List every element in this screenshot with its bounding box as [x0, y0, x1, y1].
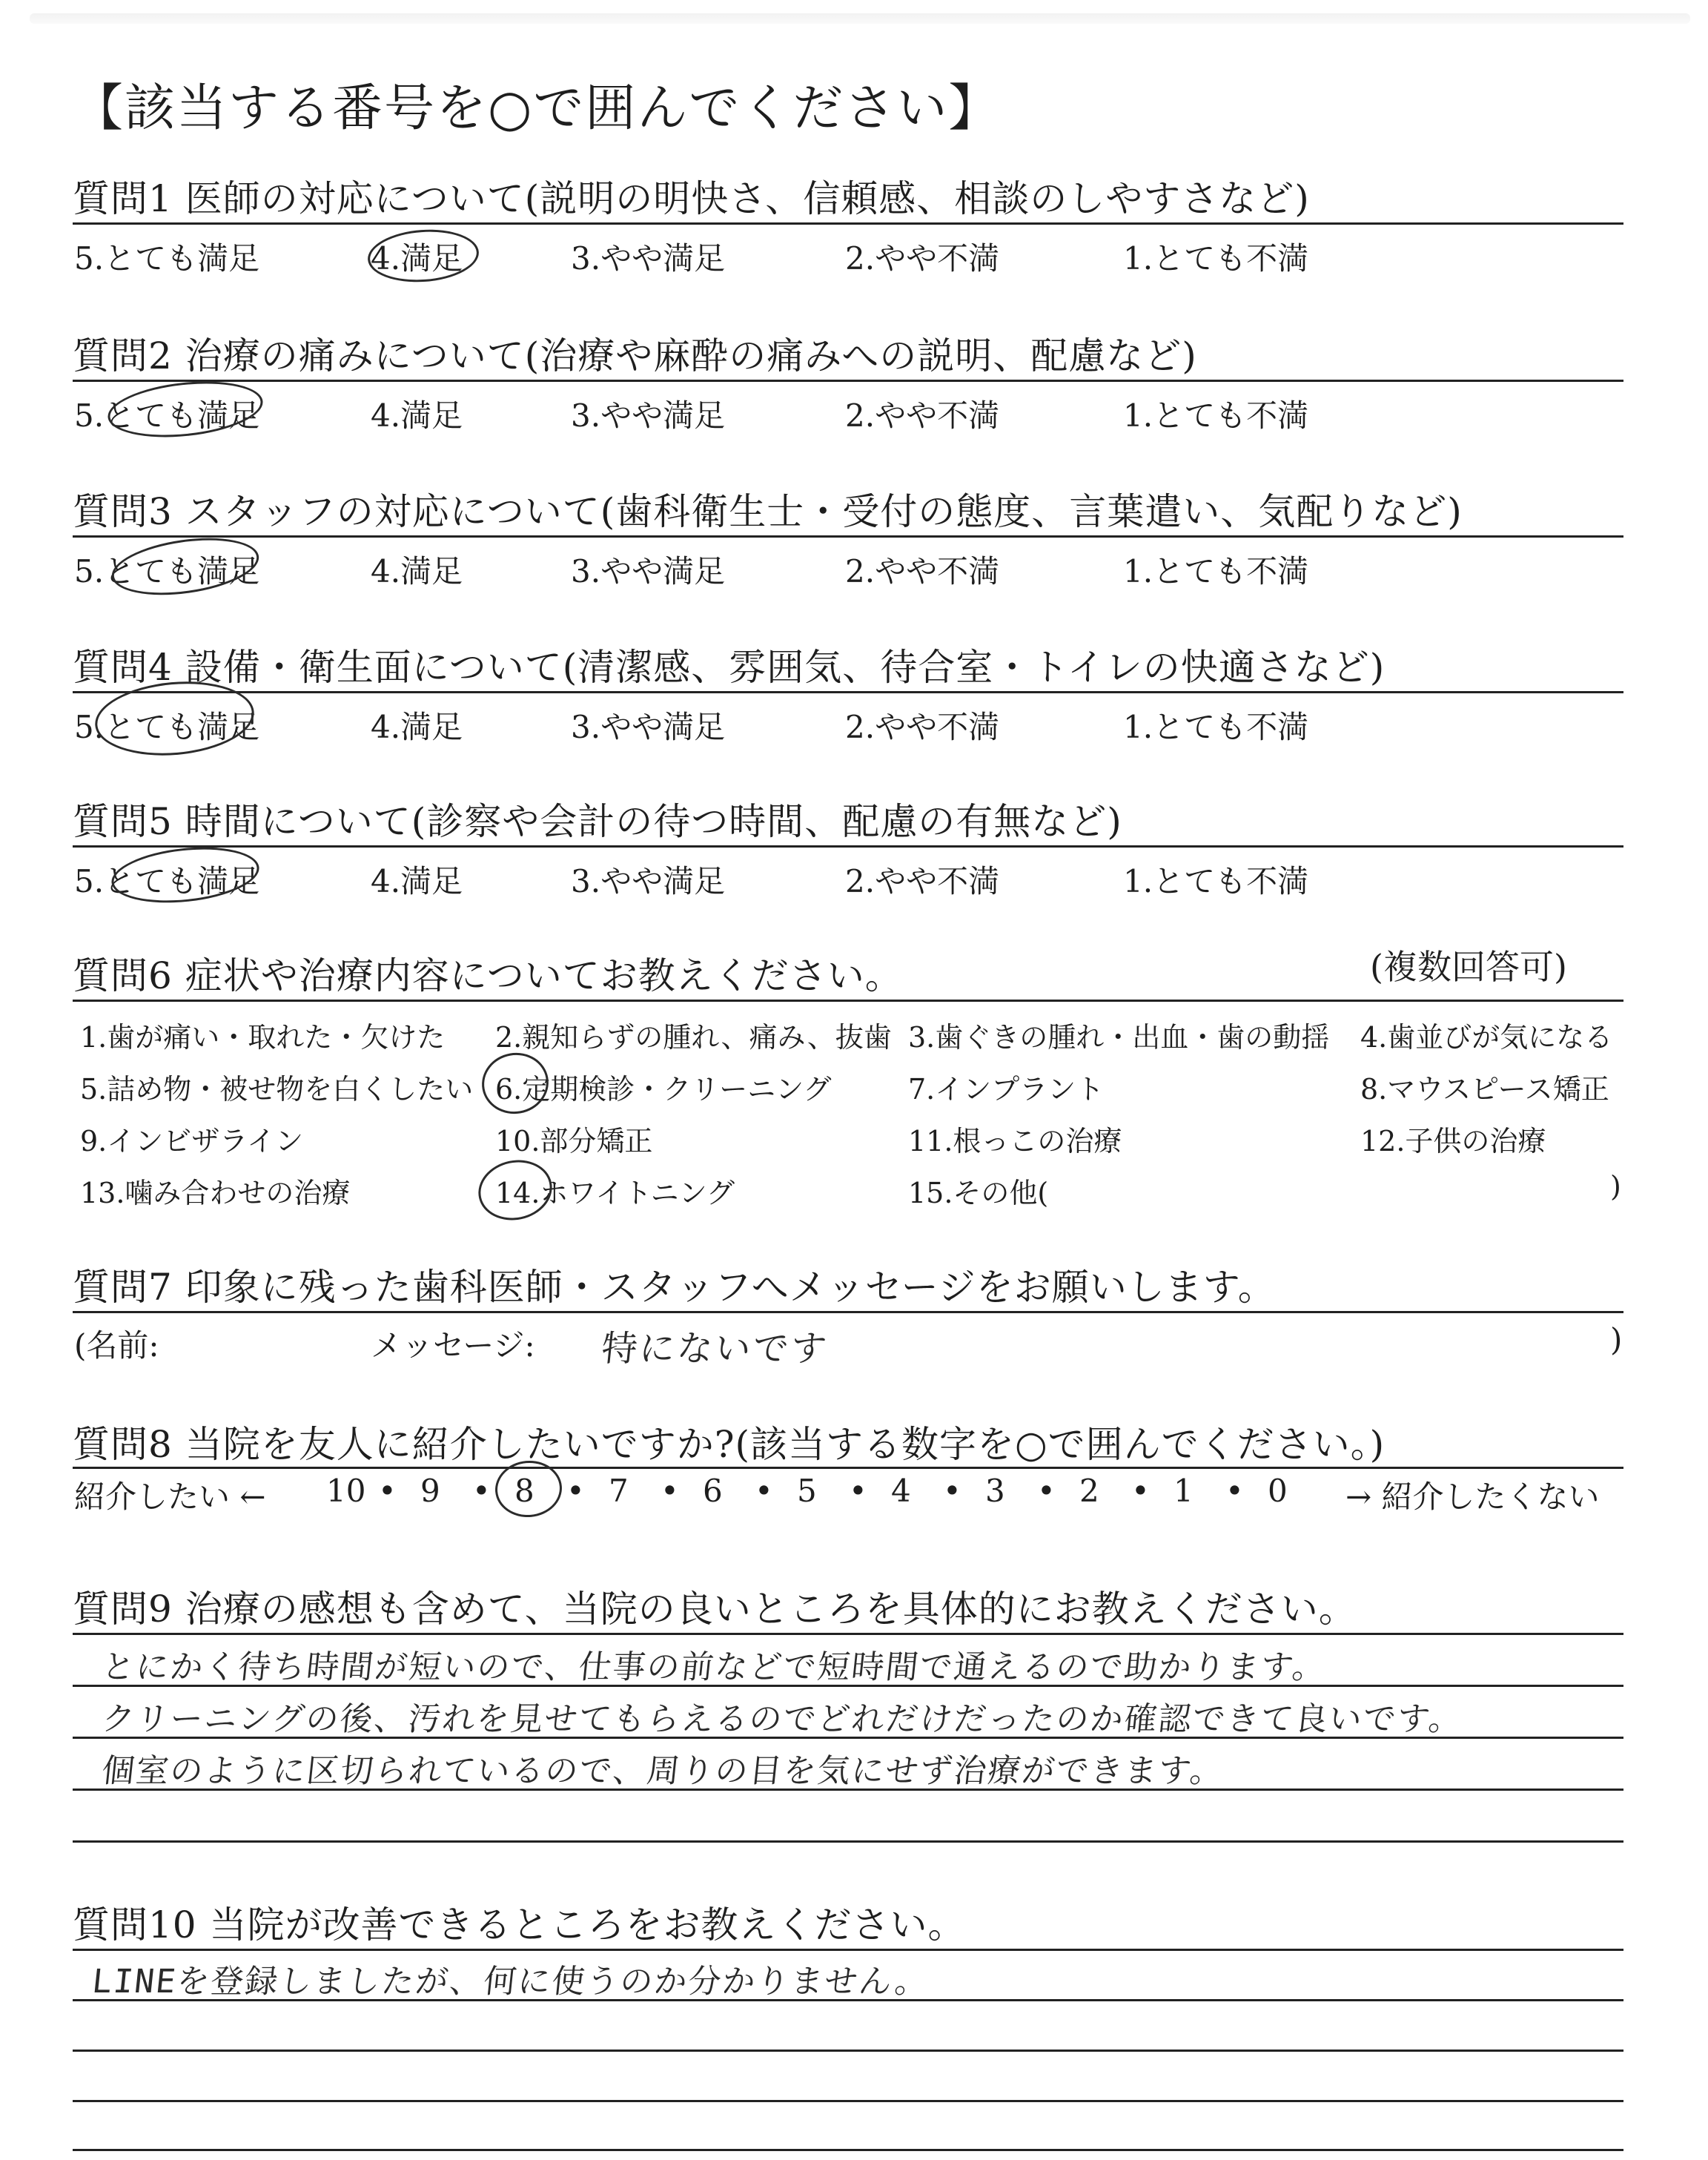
q5-rule: [73, 845, 1623, 848]
q2-option-4[interactable]: 4.満足: [371, 397, 463, 434]
q10-rule-4: [73, 2100, 1623, 2102]
q2-rule: [73, 380, 1623, 382]
q8-separator-dot: •: [661, 1473, 679, 1509]
q8-number-9[interactable]: 9: [420, 1473, 440, 1509]
q6-item-2[interactable]: 2.親知らずの腫れ、痛み、抜歯: [495, 1021, 892, 1054]
q4-option-1[interactable]: 1.とても不満: [1123, 709, 1309, 745]
q8-number-0[interactable]: 0: [1268, 1473, 1288, 1509]
q4-option-2[interactable]: 2.やや不満: [845, 709, 1000, 745]
q9-rule-1: [73, 1633, 1623, 1635]
q8-number-6[interactable]: 6: [703, 1473, 723, 1509]
q1-rule: [73, 222, 1623, 225]
q9-rule-5: [73, 1840, 1623, 1843]
q1-option-5[interactable]: 5.とても満足: [74, 240, 260, 277]
q2-option-1[interactable]: 1.とても不満: [1123, 397, 1309, 434]
q5-option-4[interactable]: 4.満足: [371, 863, 463, 899]
q8-separator-dot: •: [1131, 1473, 1150, 1509]
q1-title: 質問1 医師の対応について(説明の明快さ、信頼感、相談のしやすさなど): [73, 177, 1310, 220]
q6-selection-circle-6: [477, 1048, 554, 1119]
q3-option-3[interactable]: 3.やや満足: [571, 553, 726, 589]
q1-option-2[interactable]: 2.やや不満: [845, 240, 1000, 277]
q2-option-3[interactable]: 3.やや満足: [571, 397, 726, 434]
q5-option-3[interactable]: 3.やや満足: [571, 863, 726, 899]
q2-title: 質問2 治療の痛みについて(治療や麻酔の痛みへの説明、配慮など): [73, 334, 1197, 377]
q6-item-5[interactable]: 5.詰め物・被せ物を白くしたい: [80, 1073, 474, 1106]
q6-item-8[interactable]: 8.マウスピース矯正: [1360, 1073, 1609, 1106]
q4-option-5[interactable]: 5.とても満足: [74, 709, 260, 745]
q6-item-14[interactable]: 14.ホワイトニング: [495, 1177, 735, 1209]
page-title: 【該当する番号を○で囲んでください】: [73, 79, 1001, 138]
q5-option-5[interactable]: 5.とても満足: [74, 863, 260, 899]
q3-selection-circle: [108, 529, 262, 603]
q8-separator-dot: •: [1225, 1473, 1244, 1509]
q8-separator-dot: •: [378, 1473, 397, 1509]
q8-number-10[interactable]: 10: [326, 1473, 366, 1509]
q8-left-label: 紹介したい ←: [74, 1479, 266, 1515]
q10-title: 質問10 当院が改善できるところをお教えください。: [73, 1903, 966, 1946]
q10-rule-3: [73, 2050, 1623, 2052]
q7-title: 質問7 印象に残った歯科医師・スタッフへメッセージをお願いします。: [73, 1266, 1276, 1309]
q6-item-12[interactable]: 12.子供の治療: [1360, 1125, 1546, 1157]
q8-title: 質問8 当院を友人に紹介したいですか?(該当する数字を○で囲んでください。): [73, 1423, 1386, 1466]
q6-item-11[interactable]: 11.根っこの治療: [908, 1125, 1122, 1157]
q8-number-1[interactable]: 1: [1174, 1473, 1194, 1509]
q7-close-paren: ): [1610, 1321, 1623, 1358]
q1-option-3[interactable]: 3.やや満足: [571, 240, 726, 277]
q8-number-4[interactable]: 4: [891, 1473, 911, 1509]
q3-option-5[interactable]: 5.とても満足: [74, 553, 260, 589]
q4-option-3[interactable]: 3.やや満足: [571, 709, 726, 745]
q8-separator-dot: •: [849, 1473, 867, 1509]
q6-item-1[interactable]: 1.歯が痛い・取れた・欠けた: [80, 1021, 446, 1054]
q10-answer-line-1[interactable]: LINEを登録しましたが、何に使うのか分かりません。: [90, 1963, 931, 2001]
q4-option-4[interactable]: 4.満足: [371, 709, 463, 745]
q8-number-3[interactable]: 3: [985, 1473, 1005, 1509]
q9-answer-line-3[interactable]: 個室のように区切られているので、周りの目を気にせず治療ができます。: [99, 1752, 1226, 1790]
q6-title: 質問6 症状や治療内容についてお教えください。: [73, 954, 903, 997]
q7-rule: [73, 1311, 1623, 1313]
q4-title: 質問4 設備・衛生面について(清潔感、雰囲気、待合室・トイレの快適さなど): [73, 646, 1386, 689]
q1-option-4[interactable]: 4.満足: [371, 240, 463, 277]
q6-item-15-close: ): [1610, 1170, 1621, 1203]
q1-option-1[interactable]: 1.とても不満: [1123, 240, 1309, 277]
q2-option-5[interactable]: 5.とても満足: [74, 397, 260, 434]
q6-item-15[interactable]: 15.その他(: [908, 1177, 1049, 1209]
q8-rule: [73, 1467, 1623, 1469]
q8-separator-dot: •: [566, 1473, 585, 1509]
q8-number-5[interactable]: 5: [797, 1473, 817, 1509]
q2-option-2[interactable]: 2.やや不満: [845, 397, 1000, 434]
q7-message-label: メッセージ:: [371, 1327, 535, 1364]
q8-number-7[interactable]: 7: [609, 1473, 629, 1509]
q3-title: 質問3 スタッフの対応について(歯科衛生士・受付の態度、言葉遣い、気配りなど): [73, 490, 1463, 533]
q6-item-4[interactable]: 4.歯並びが気になる: [1360, 1021, 1613, 1054]
q8-separator-dot: •: [472, 1473, 491, 1509]
q5-title: 質問5 時間について(診察や会計の待つ時間、配慮の有無など): [73, 800, 1122, 843]
q6-item-13[interactable]: 13.噛み合わせの治療: [80, 1177, 351, 1209]
q7-name-label: (名前:: [74, 1327, 159, 1364]
q5-option-1[interactable]: 1.とても不満: [1123, 863, 1309, 899]
q6-item-10[interactable]: 10.部分矯正: [495, 1125, 653, 1157]
q3-rule: [73, 535, 1623, 538]
q6-selection-circle-14: [473, 1153, 557, 1226]
q8-separator-dot: •: [755, 1473, 773, 1509]
q9-answer-line-2[interactable]: クリーニングの後、汚れを見せてもらえるのでどれだけだったのか確認できて良いです。: [99, 1700, 1465, 1738]
q6-item-6[interactable]: 6.定期検診・クリーニング: [495, 1073, 832, 1106]
q10-rule-5: [73, 2149, 1623, 2151]
q4-rule: [73, 691, 1623, 693]
q7-message-value[interactable]: 特にないです: [599, 1328, 831, 1370]
q3-option-4[interactable]: 4.満足: [371, 553, 463, 589]
q8-number-8[interactable]: 8: [514, 1473, 534, 1509]
q3-option-2[interactable]: 2.やや不満: [845, 553, 1000, 589]
q6-item-9[interactable]: 9.インビザライン: [80, 1125, 304, 1157]
q9-title: 質問9 治療の感想も含めて、当院の良いところを具体的にお教えください。: [73, 1588, 1357, 1631]
q6-item-7[interactable]: 7.インプラント: [908, 1073, 1105, 1106]
q6-item-3[interactable]: 3.歯ぐきの腫れ・出血・歯の動揺: [908, 1021, 1330, 1054]
q8-separator-dot: •: [943, 1473, 961, 1509]
q8-separator-dot: •: [1037, 1473, 1056, 1509]
q8-number-2[interactable]: 2: [1079, 1473, 1099, 1509]
q5-option-2[interactable]: 2.やや不満: [845, 863, 1000, 899]
q8-right-label: → 紹介したくない: [1345, 1479, 1600, 1515]
q6-multiple-note: (複数回答可): [1370, 947, 1567, 987]
q6-rule: [73, 1000, 1623, 1002]
scan-edge: [30, 13, 1690, 24]
q10-rule-1: [73, 1949, 1623, 1951]
q9-answer-line-1[interactable]: とにかく待ち時間が短いので、仕事の前などで短時間で通えるので助かります。: [99, 1648, 1328, 1686]
q3-option-1[interactable]: 1.とても不満: [1123, 553, 1309, 589]
